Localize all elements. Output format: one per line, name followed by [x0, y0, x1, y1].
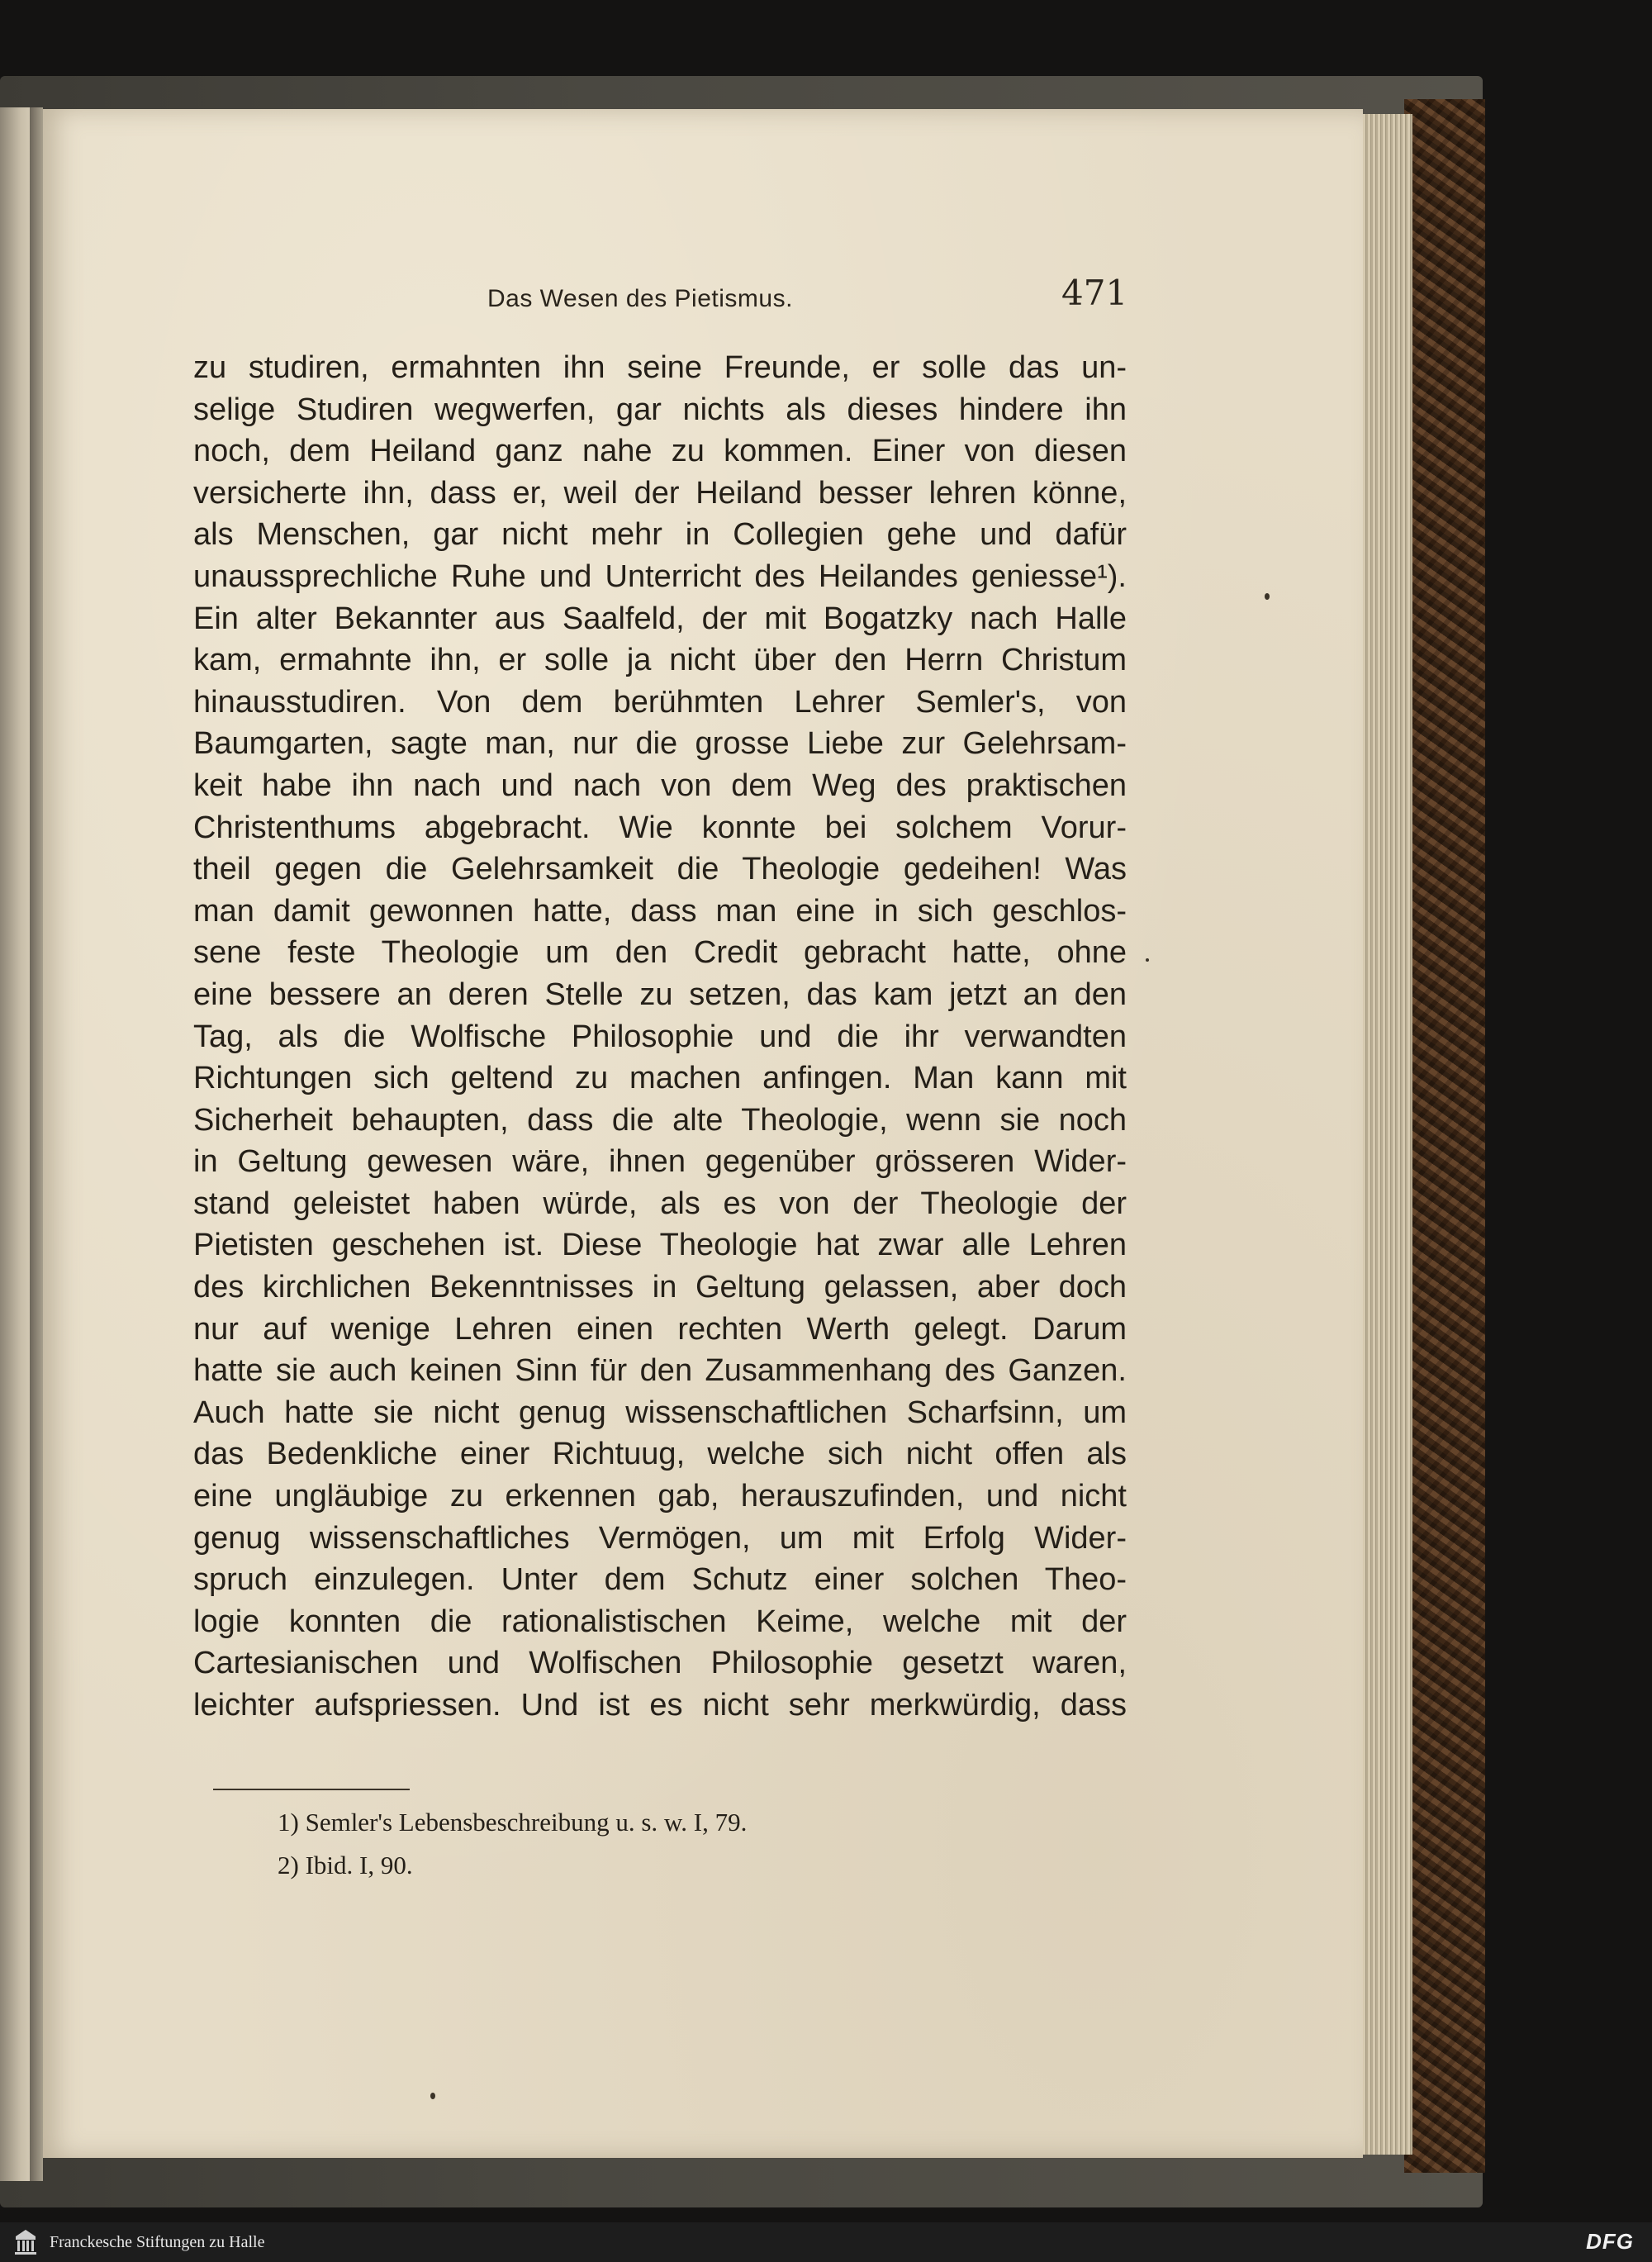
footnote-rule	[213, 1789, 410, 1790]
paper-speck	[1265, 593, 1270, 600]
text-line: Tag, als die Wolfische Philosophie und die ihr verwandten	[193, 1019, 1127, 1054]
viewer-footer	[0, 2222, 1652, 2262]
footnote-1	[278, 1801, 747, 1844]
text-line: hatte sie auch keinen Sinn für den Zusammenhang des Ganzen.	[193, 1353, 1127, 1389]
paper-speck	[430, 2093, 435, 2099]
text-line: Sicherheit behaupten, dass die alte Theologie, wenn sie noch	[193, 1102, 1127, 1138]
text-line: selige Studiren wegwerfen, gar nichts als dieses hindere ihn	[193, 392, 1127, 427]
institution-name: Franckesche Stiftungen zu Halle	[50, 2232, 265, 2251]
text-line: unaussprechliche Ruhe und Unterricht des Heilandes geniesse¹).	[193, 558, 1127, 594]
text-line: Auch hatte sie nicht genug wissenschaftlichen Scharfsinn, um	[193, 1395, 1127, 1430]
running-head: Das Wesen des Pietismus.	[487, 285, 793, 312]
institution-logo-icon	[13, 2228, 38, 2256]
footnote-text: Ibid. I, 90.	[305, 1851, 413, 1879]
text-line: Ein alter Bekannter aus Saalfeld, der mit Bogatzky nach Halle	[193, 601, 1127, 636]
text-line: noch, dem Heiland ganz nahe zu kommen. Einer von diesen	[193, 434, 1127, 469]
text-line: stand geleistet haben würde, als es von der Theologie der	[193, 1186, 1127, 1221]
body-text	[193, 347, 1127, 1727]
paper-speck	[1146, 958, 1149, 962]
marbled-edge	[1404, 99, 1485, 2173]
text-line: Cartesianischen und Wolfischen Philosophie gesetzt waren,	[193, 1646, 1127, 1681]
text-line: man damit gewonnen hatte, dass man eine in sich geschlos-	[193, 893, 1127, 929]
text-line: spruch einzulegen. Unter dem Schutz einer solchen Theo-	[193, 1562, 1127, 1598]
text-line: eine ungläubige zu erkennen gab, herauszufinden, und nicht	[193, 1479, 1127, 1514]
text-line: nur auf wenige Lehren einen rechten Werth gelegt. Darum	[193, 1311, 1127, 1347]
text-line: in Geltung gewesen wäre, ihnen gegenüber grösseren Wider-	[193, 1144, 1127, 1180]
text-line: keit habe ihn nach und nach von dem Weg des praktischen	[193, 767, 1127, 803]
text-line: kam, ermahnte ihn, er solle ja nicht über den Herrn Christum	[193, 643, 1127, 678]
text-line: des kirchlichen Bekenntnisses in Geltung gelassen, aber doch	[193, 1270, 1127, 1305]
text-line: Baumgarten, sagte man, nur die grosse Liebe zur Gelehrsam-	[193, 726, 1127, 762]
footnotes	[278, 1801, 747, 1887]
text-line: zu studiren, ermahnten ihn seine Freunde, er solle das un-	[193, 350, 1127, 385]
text-line: genug wissenschaftliches Vermögen, um mit Erfolg Wider-	[193, 1520, 1127, 1556]
text-line: Richtungen sich geltend zu machen anfingen. Man kann mit	[193, 1061, 1127, 1096]
footnote-2	[278, 1844, 747, 1887]
footnote-mark: 2)	[278, 1851, 299, 1879]
institution-logo	[10, 2226, 41, 2258]
text-line: Christenthums abgebracht. Wie konnte bei solchem Vorur-	[193, 810, 1127, 845]
text-line: leichter aufspriessen. Und ist es nicht sehr merkwürdig, dass	[193, 1688, 1127, 1723]
dfg-logo: DFG	[1586, 2229, 1634, 2254]
footnote-mark: 1)	[278, 1808, 299, 1837]
text-line: als Menschen, gar nicht mehr in Collegien gehe und dafür	[193, 517, 1127, 553]
text-line: das Bedenkliche einer Richtuug, welche sich nicht offen als	[193, 1437, 1127, 1472]
text-line: eine bessere an deren Stelle zu setzen, das kam jetzt an den	[193, 977, 1127, 1012]
text-line: versicherte ihn, dass er, weil der Heiland besser lehren könne,	[193, 475, 1127, 511]
footnote-text: Semler's Lebensbeschreibung u. s. w. I, 79.	[305, 1808, 748, 1837]
text-line: theil gegen die Gelehrsamkeit die Theologie gedeihen! Was	[193, 852, 1127, 887]
gutter-shadow	[30, 107, 43, 2181]
text-line: sene feste Theologie um den Credit gebracht hatte, ohne	[193, 935, 1127, 971]
text-line: logie konnten die rationalistischen Keime, welche mit der	[193, 1604, 1127, 1639]
text-line: Pietisten geschehen ist. Diese Theologie hat zwar alle Lehren	[193, 1228, 1127, 1263]
text-line: hinausstudiren. Von dem berühmten Lehrer Semler's, von	[193, 684, 1127, 720]
page-number: 471	[1061, 273, 1128, 313]
